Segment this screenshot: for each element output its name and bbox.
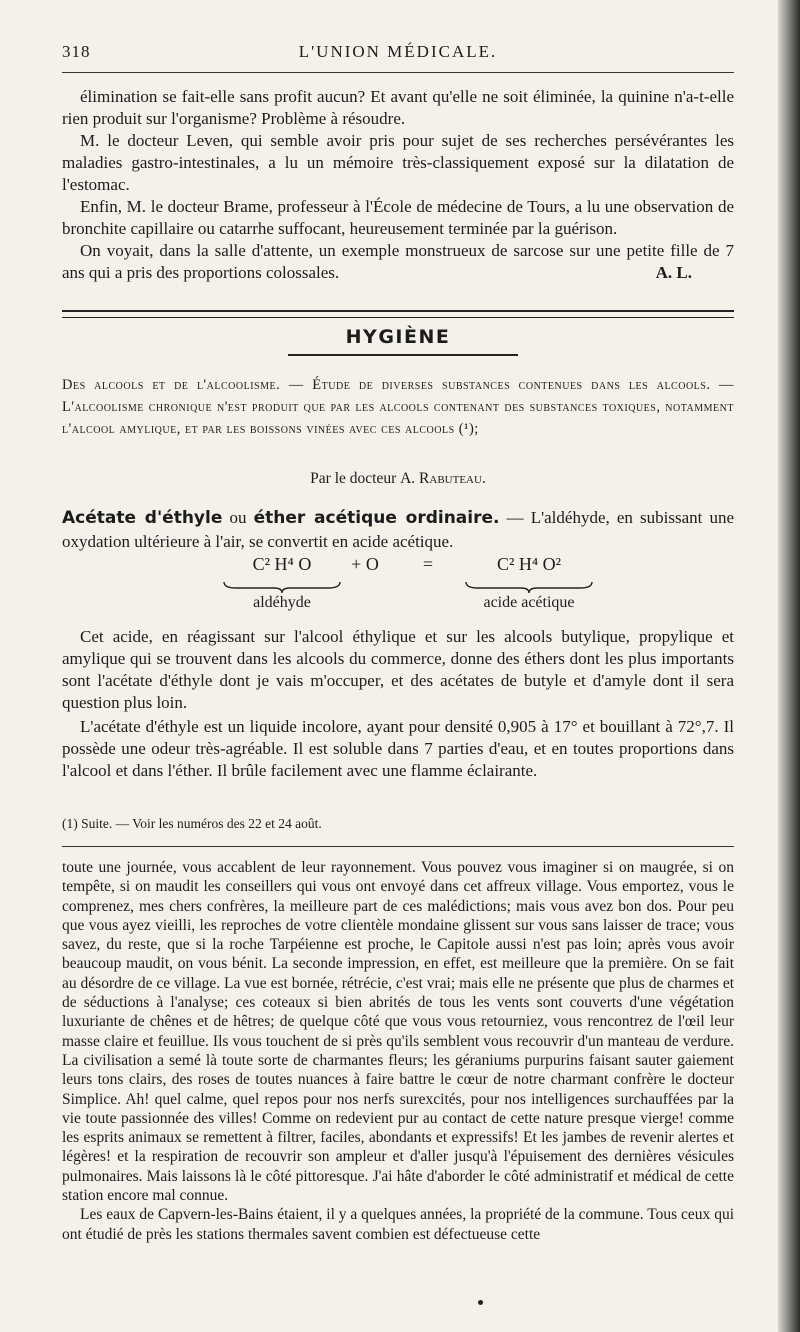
report-last-paragraph xyxy=(62,240,734,284)
product-label: acide acétique xyxy=(483,594,575,611)
byline-author: A. Rabuteau. xyxy=(400,470,486,487)
reactant-brace xyxy=(222,580,342,594)
report-paragraph: Enfin, M. le docteur Brame, professeur à l'École de médecine de Tours, a lu une observation de bronchite capillaire ou catarrhe suffocant, heureusement terminée par la guérison. xyxy=(62,197,734,238)
running-title: L'UNION MÉDICALE. xyxy=(298,42,498,61)
footnote: (1) Suite. — Voir les numéros des 22 et 24 août. xyxy=(62,816,322,831)
equation-product: C² H⁴ O² xyxy=(496,554,562,574)
section-divider xyxy=(62,310,734,318)
report-paragraph: élimination se fait-elle sans profit aucun? Et avant qu'elle ne soit éliminée, la quinine n'a-t-elle rien produit sur l'organisme? Problème à résoudre. xyxy=(62,87,734,128)
report-paragraph: M. le docteur Leven, qui semble avoir pris pour sujet de ses recherches persévérantes les maladies gastro-intestinales, a lu un mémoire très-classiquement exposé sur la dilatation de l'estomac. xyxy=(62,131,734,194)
header-rule xyxy=(62,72,734,73)
byline-prefix: Par le docteur xyxy=(310,470,401,487)
feuilleton-paragraph: Les eaux de Capvern-les-Bains étaient, il y a quelques années, la propriété de la commune. Tous ceux qui ont étudié de près les stations thermales savent combien est défectueuse cette xyxy=(62,1206,734,1243)
chemistry-intro-text: — L'aldéhyde, en subissant une oxydation ultérieure à l'air, se convertit en acide acétique. xyxy=(62,508,734,551)
academy-report xyxy=(62,86,734,284)
chemical-equation xyxy=(62,554,734,620)
chemistry-lead: Acétate d'éthyle xyxy=(62,508,223,528)
product-brace xyxy=(464,580,594,594)
article-body xyxy=(62,626,734,782)
printer-mark xyxy=(478,1300,483,1305)
feuilleton-paragraph: toute une journée, vous accablent de leur rayonnement. Vous pouvez vous imaginer si on maugrée, si on tempête, si on maudit les conseillers qui vous ont envoyé dans cet affreux village. Vous emportez, vous le comprenez, mes chers confrères, la meilleure part de ces malédictions; mais vous avez bon dos. Pour peu que vous ayez vieilli, les reproches de votre clientèle mondaine glissent sur vous sans laisser de trace; vous savez, du reste, que si la roche Tarpéienne est proche, le Capitole aussi n'est pas loin; après vous avoir beaucoup maudit, on vous bénit. La seconde impression, en effet, est meilleure que la première. On se fait au désordre de ce village. La vue est bornée, rétrécie, c'est vrai; mais elle ne présente que plus de charmes et de séductions à l'analyse; ces coteaux si bien abrités de tous les vents sont couverts d'une végétation luxuriante de chênes et de hêtres; de quelque côté que vous vous retourniez, vous rencontrez de l'œil leur masse claire et feuillue. Ils vous touchent de si près qu'ils semblent vous recouvrir d'un manteau de verdure. La civilisation a semé là toute sorte de charmantes fleurs; les géraniums purpurins faisant sauter gaiement leurs tons clairs, des roses de toutes nuances à faire battre le cœur de notre charmant confrère le docteur Simplice. Ah! quel calme, quel repos pour nos nerfs surexcités, pour nos intelligences surchauffées par la vie toute passionnée des villes! Comme on redevient pur au contact de cette nature presque vierge! comme les esprits animaux se remettent à filtrer, faciles, abondants et expressifs! Et les jambes de revenir alertes et légères! et la respiration de recouvrir son ampleur et d'aller jusqu'à l'épuisement des dernières vésicules pulmonaires. Mais laissons là le côté pittoresque. J'ai hâte d'aborder le côté administratif et médical de cette station encore mal connue. xyxy=(62,859,734,1205)
page-header xyxy=(62,42,734,66)
feuilleton xyxy=(62,858,734,1244)
report-last-text: On voyait, dans la salle d'attente, un exemple monstrueux de sarcose sur une petite fille de 7 ans qui a pris des proportions colossales. xyxy=(62,241,734,282)
title-underline xyxy=(288,354,518,356)
reactant-label: aldéhyde xyxy=(253,594,311,611)
equation-plus: + O xyxy=(351,554,379,574)
page-number: 318 xyxy=(62,42,91,61)
chemistry-intro xyxy=(62,506,734,553)
equation-equals: = xyxy=(422,554,434,574)
byline xyxy=(62,470,734,488)
page-edge-shadow xyxy=(778,0,800,1332)
report-signature: A. L. xyxy=(655,263,692,282)
article-subtitle: Des alcools et de l'alcoolisme. — Étude de diverses substances contenues dans les alcools. — L'alcoolisme chronique n'est produit que par les alcools contenant des substances toxiques, notamment l'alcool amylique, et par les boissons vinées avec ces alcools (¹); xyxy=(62,377,734,437)
equation-reactant: C² H⁴ O xyxy=(252,554,312,574)
feuilleton-rule xyxy=(62,846,734,847)
chemistry-joiner: ou xyxy=(222,508,254,527)
article-paragraph: Cet acide, en réagissant sur l'alcool éthylique et sur les alcools butylique, propylique et amylique qui se trouvent dans les alcools du commerce, donne des éthers dont les plus importants sont l'acétate d'éthyle dont je vais m'occuper, et des acétates de butyle et d'amyle dont il sera question plus loin. xyxy=(62,627,734,712)
chemistry-lead-alt: éther acétique ordinaire. xyxy=(253,508,500,528)
article-paragraph: L'acétate d'éthyle est un liquide incolore, ayant pour densité 0,905 à 17° et bouillant à 72°,7. Il possède une odeur très-agréable. Il est soluble dans 7 parties d'eau, et en toutes proportions dans l'alcool et dans l'éther. Il brûle facilement avec une flamme éclairante. xyxy=(62,717,734,780)
section-title: HYGIÈNE xyxy=(345,326,451,348)
